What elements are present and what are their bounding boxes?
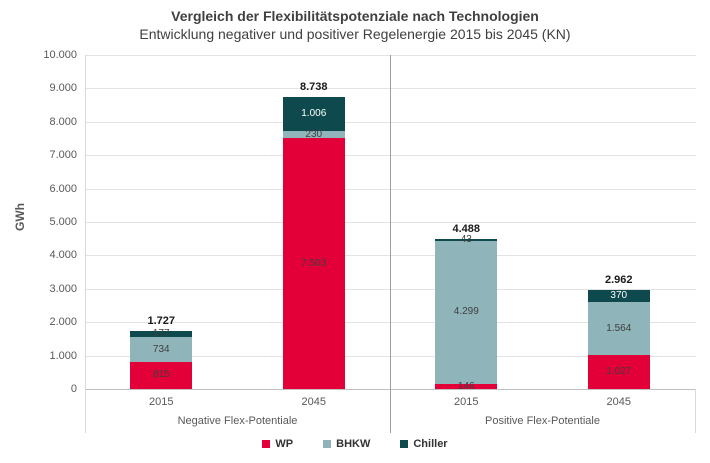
gridline [86, 88, 696, 89]
legend-item-bhkw [323, 438, 370, 450]
y-tick-label: 10.000 [43, 49, 77, 61]
segment-value-label: 230 [305, 128, 323, 140]
bar-total-label: 4.488 [452, 223, 481, 236]
segment-value-label: 370 [610, 290, 628, 302]
y-tick-label: 9.000 [49, 82, 77, 95]
chart-title: Vergleich der Flexibilitätspotenziale nach Technologien [171, 8, 539, 24]
segment-value-label: 177 [152, 328, 170, 340]
segment-value-label: 1.027 [606, 365, 632, 377]
gridline [86, 155, 696, 156]
gridline [86, 255, 696, 256]
gridline [86, 55, 696, 56]
segment-value-label: 43 [460, 233, 472, 245]
legend-item-chiller [400, 438, 447, 450]
legend-label: WP [275, 438, 294, 450]
legend-label: Chiller [413, 438, 448, 450]
chart-subtitle: Entwicklung negativer und positiver Regelenergie 2015 bis 2045 (KN) [139, 26, 571, 42]
segment-value-label: 7.503 [301, 257, 327, 269]
legend [0, 438, 710, 450]
legend-item-wp [262, 438, 293, 450]
segment-value-label: 146 [457, 380, 475, 392]
y-tick-label: 6.000 [49, 182, 77, 195]
x-category-label: 2015 [149, 396, 174, 408]
y-tick-label: 8.000 [49, 115, 77, 128]
y-tick-label: 0 [70, 383, 77, 395]
legend-swatch-icon [262, 440, 270, 448]
y-axis-title: GWh [13, 203, 27, 231]
bar-total-label: 1.727 [147, 315, 176, 328]
x-group-label: Negative Flex-Potentiale [177, 415, 298, 427]
strip-border-right [695, 389, 696, 433]
y-tick-label: 1.000 [49, 349, 77, 362]
x-category-label: 2015 [454, 396, 479, 408]
bar-total-label: 8.738 [299, 81, 328, 94]
segment-value-label: 4.299 [453, 306, 479, 318]
y-tick-label: 3.000 [49, 282, 77, 295]
y-tick-label: 4.000 [49, 249, 77, 262]
gridline [86, 222, 696, 223]
legend-swatch-icon [323, 440, 331, 448]
group-divider [390, 55, 391, 433]
segment-value-label: 1.564 [606, 322, 632, 334]
gridline [86, 122, 696, 123]
segment-value-label: 1.006 [301, 107, 327, 119]
bar-total-label: 2.962 [604, 274, 633, 287]
x-axis-line [86, 389, 696, 390]
x-group-label: Positive Flex-Potentiale [485, 415, 600, 427]
x-category-label: 2045 [301, 396, 326, 408]
x-category-label: 2045 [606, 396, 631, 408]
legend-label: BHKW [336, 438, 371, 450]
legend-swatch-icon [400, 440, 408, 448]
y-tick-label: 7.000 [49, 149, 77, 162]
segment-value-label: 734 [152, 343, 170, 355]
y-tick-label: 5.000 [49, 216, 77, 228]
segment-value-label: 815 [152, 369, 170, 381]
gridline [86, 189, 696, 190]
y-tick-label: 2.000 [49, 316, 77, 329]
